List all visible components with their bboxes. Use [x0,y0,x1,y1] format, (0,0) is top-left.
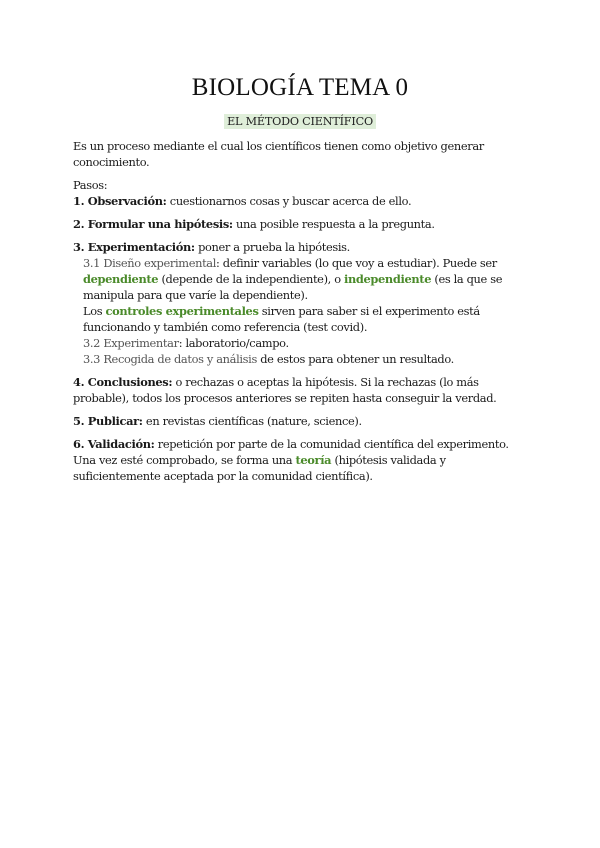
step-3-2-text: : laboratorio/campo. [178,336,289,350]
document-body [73,138,533,491]
step-2-label: 2. Formular una hipótesis: [73,217,233,231]
term-controles-experimentales: controles experimentales [105,304,259,318]
document-title: BIOLOGÍA TEMA 0 [191,74,409,101]
step-6-text-b: (hipótesis validada y suficientemente aceptada por la comunidad científica). [73,453,446,483]
step-3-1-text-e: sirven para saber si el experimento está funcionando y también como referencia (test covid). [83,304,480,334]
term-teoria: teoría [295,453,332,467]
subtitle-container [0,110,600,129]
step-2-text: una posible respuesta a la pregunta. [232,217,435,231]
step-5-label: 5. Publicar: [73,414,143,428]
intro-paragraph: Es un proceso mediante el cual los científicos tienen como objetivo generar conocimiento. [73,139,484,169]
step-3 [73,239,533,367]
step-2 [73,216,533,232]
step-1-text: cuestionarnos cosas y buscar acerca de ello. [166,194,412,208]
step-1-label: 1. Observación: [73,194,167,208]
step-4-label: 4. Conclusiones: [73,375,173,389]
step-3-label: 3. Experimentación: [73,240,195,254]
step-4-text: o rechazas o aceptas la hipótesis. Si la rechazas (lo más probable), todos los procesos anteriores se repiten hasta conseguir la verdad. [73,375,497,405]
step-6-label: 6. Validación: [73,437,155,451]
step-5-text: en revistas científicas (nature, science). [142,414,362,428]
pasos-label: Pasos: [73,178,108,192]
document-subtitle: EL MÉTODO CIENTÍFICO [224,114,376,129]
term-independiente: independiente [344,272,432,286]
step-6 [73,436,533,484]
term-dependiente: dependiente [83,272,159,286]
step-3-2 [73,335,533,351]
step-3-1-num: 3.1 Diseño experimental [83,256,217,270]
step-5 [73,413,533,429]
step-1 [73,193,533,209]
step-3-3-text: de estos para obtener un resultado. [256,352,454,366]
step-3-1-text-c: (es la que se manipula para que varíe la dependiente). [83,272,503,302]
step-3-3-num: 3.3 Recogida de datos y análisis [83,352,257,366]
step-4 [73,374,533,406]
step-3-1-text-d: Los [83,304,106,318]
step-3-1-text-a: : definir variables (lo que voy a estudiar). Puede ser [216,256,497,270]
step-3-1 [73,255,533,335]
step-3-1-text-b: (depende de la independiente), o [158,272,344,286]
step-6-text-a: repetición por parte de la comunidad científica del experimento. Una vez esté comprobado, se forma una [73,437,509,467]
step-3-text: poner a prueba la hipótesis. [194,240,350,254]
step-3-2-num: 3.2 Experimentar [83,336,179,350]
step-3-3 [73,351,533,367]
